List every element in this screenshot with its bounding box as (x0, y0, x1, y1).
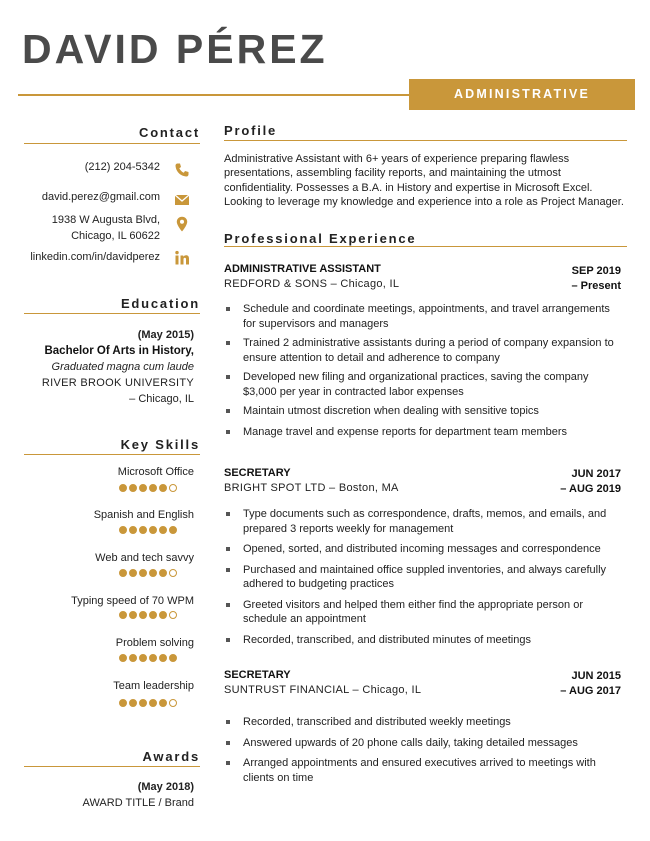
job-bullet: Arranged appointments and ensured executives arrived to meetings with clients on time (224, 756, 614, 785)
skills-heading: Key Skills (120, 437, 200, 452)
job-company: SUNTRUST FINANCIAL – Chicago, IL (224, 684, 422, 696)
rating-dot-filled (139, 611, 147, 619)
contact-address-line2: Chicago, IL 60622 (71, 230, 160, 242)
rating-dot-empty (169, 611, 177, 619)
job-company: REDFORD & SONS – Chicago, IL (224, 278, 400, 290)
award-date: (May 2018) (137, 781, 194, 793)
skill-rating (119, 699, 199, 709)
experience-heading: Professional Experience (224, 231, 417, 246)
job-title: SECRETARY (224, 467, 291, 479)
skill-name: Typing speed of 70 WPM (71, 595, 194, 607)
rating-dot-filled (159, 611, 167, 619)
education-divider (24, 313, 200, 314)
skill-name: Team leadership (113, 680, 194, 692)
header-divider (18, 94, 412, 96)
job-bullet: Greeted visitors and helped them either find the appropriate person or schedule an appointment (224, 598, 614, 627)
rating-dot-filled (149, 654, 157, 662)
skill-rating (119, 611, 199, 621)
skill-rating (119, 484, 199, 494)
skill-rating (119, 654, 199, 664)
awards-divider (24, 766, 200, 767)
job-dates (501, 669, 621, 699)
job-date-end: – AUG 2019 (560, 483, 621, 495)
education-school: RIVER BROOK UNIVERSITY (41, 377, 194, 389)
skill-name: Problem solving (115, 637, 194, 649)
rating-dot-filled (149, 484, 157, 492)
rating-dot-filled (169, 526, 177, 534)
rating-dot-filled (159, 699, 167, 707)
rating-dot-filled (119, 699, 127, 707)
job-date-start: JUN 2017 (571, 468, 621, 480)
linkedin-icon (174, 250, 190, 266)
job-bullet: Manage travel and expense reports for department team members (224, 425, 614, 440)
job-date-end: – Present (571, 280, 621, 292)
envelope-icon (174, 192, 190, 208)
job-bullet: Purchased and maintained office suppled inventories, and always carefully adhered to budgeting practices (224, 563, 614, 592)
rating-dot-filled (139, 569, 147, 577)
contact-linkedin[interactable]: linkedin.com/in/davidperez (30, 251, 160, 263)
job-date-end: – AUG 2017 (560, 685, 621, 697)
skill-rating (119, 526, 199, 536)
job-dates (501, 467, 621, 497)
rating-dot-empty (169, 699, 177, 707)
job-bullet: Recorded, transcribed, and distributed minutes of meetings (224, 633, 614, 648)
rating-dot-filled (149, 569, 157, 577)
job-bullets (224, 507, 614, 647)
contact-phone: (212) 204-5342 (84, 161, 160, 173)
job-dates (501, 264, 621, 294)
skill-rating (119, 569, 199, 579)
job-date-start: SEP 2019 (571, 265, 621, 277)
rating-dot-filled (119, 484, 127, 492)
rating-dot-filled (159, 654, 167, 662)
skills-divider (24, 454, 200, 455)
rating-dot-filled (159, 484, 167, 492)
rating-dot-filled (149, 526, 157, 534)
job-bullet: Type documents such as correspondence, drafts, memos, and emails, and prepared 3 reports weekly for management (224, 507, 614, 536)
rating-dot-filled (119, 611, 127, 619)
education-degree: Bachelor Of Arts in History, (44, 345, 194, 357)
education-heading: Education (120, 296, 200, 311)
job-bullet: Trained 2 administrative assistants during a period of company expansion to ensure attention to detail and adherence to company (224, 336, 614, 365)
education-location: – Chicago, IL (129, 393, 194, 405)
job-title-banner: ADMINISTRATIVE ASSISTANT (409, 79, 635, 110)
rating-dot-filled (119, 569, 127, 577)
job-bullet: Recorded, transcribed and distributed weekly meetings (224, 715, 614, 730)
rating-dot-empty (169, 484, 177, 492)
job-title: SECRETARY (224, 669, 291, 681)
rating-dot-filled (159, 569, 167, 577)
skill-name: Spanish and English (93, 509, 194, 521)
rating-dot-filled (129, 569, 137, 577)
job-bullet: Maintain utmost discretion when dealing with sensitive topics (224, 404, 614, 419)
phone-icon (174, 162, 190, 178)
job-bullet: Schedule and coordinate meetings, appointments, and travel arrangements for supervisors and managers (224, 302, 614, 331)
job-date-start: JUN 2015 (571, 670, 621, 682)
rating-dot-filled (129, 484, 137, 492)
job-company: BRIGHT SPOT LTD – Boston, MA (224, 482, 399, 494)
rating-dot-filled (129, 611, 137, 619)
profile-summary: Administrative Assistant with 6+ years of experience preparing flawless presentations, assembling facility reports, and maintaining the utmost confidentiality. Possesses a B.A. in History and expertise in Microsoft Excel. Looking to leverage my knowledge and experience into a role as Project Manager. (224, 153, 624, 209)
rating-dot-filled (139, 484, 147, 492)
experience-divider (224, 246, 627, 247)
rating-dot-filled (129, 526, 137, 534)
education-honors: Graduated magna cum laude (51, 361, 194, 373)
rating-dot-filled (149, 611, 157, 619)
profile-divider (224, 140, 627, 141)
rating-dot-filled (159, 526, 167, 534)
rating-dot-filled (139, 654, 147, 662)
map-pin-icon (174, 216, 190, 232)
contact-address-line1: 1938 W Augusta Blvd, (51, 214, 160, 226)
rating-dot-filled (119, 654, 127, 662)
job-bullet: Answered upwards of 20 phone calls daily, taking detailed messages (224, 736, 614, 751)
rating-dot-filled (129, 654, 137, 662)
job-bullets (224, 715, 614, 785)
skill-name: Web and tech savvy (95, 552, 194, 564)
rating-dot-filled (169, 654, 177, 662)
contact-divider (24, 143, 200, 144)
rating-dot-filled (139, 526, 147, 534)
rating-dot-filled (149, 699, 157, 707)
rating-dot-empty (169, 569, 177, 577)
education-date: (May 2015) (137, 329, 194, 341)
skill-name: Microsoft Office (117, 466, 194, 478)
candidate-name: DAVID PÉREZ (22, 26, 328, 72)
contact-heading: Contact (139, 125, 200, 140)
awards-heading: Awards (142, 749, 200, 764)
profile-heading: Profile (224, 123, 278, 138)
rating-dot-filled (139, 699, 147, 707)
job-bullet: Opened, sorted, and distributed incoming messages and correspondence (224, 542, 614, 557)
job-bullets (224, 302, 614, 439)
job-title: ADMINISTRATIVE ASSISTANT (224, 263, 381, 275)
job-bullet: Developed new filing and organizational practices, saving the company $3,000 per year in contracted labor expenses (224, 370, 614, 399)
contact-email: david.perez@gmail.com (41, 191, 160, 203)
rating-dot-filled (129, 699, 137, 707)
award-title: AWARD TITLE / Brand (82, 797, 194, 809)
rating-dot-filled (119, 526, 127, 534)
